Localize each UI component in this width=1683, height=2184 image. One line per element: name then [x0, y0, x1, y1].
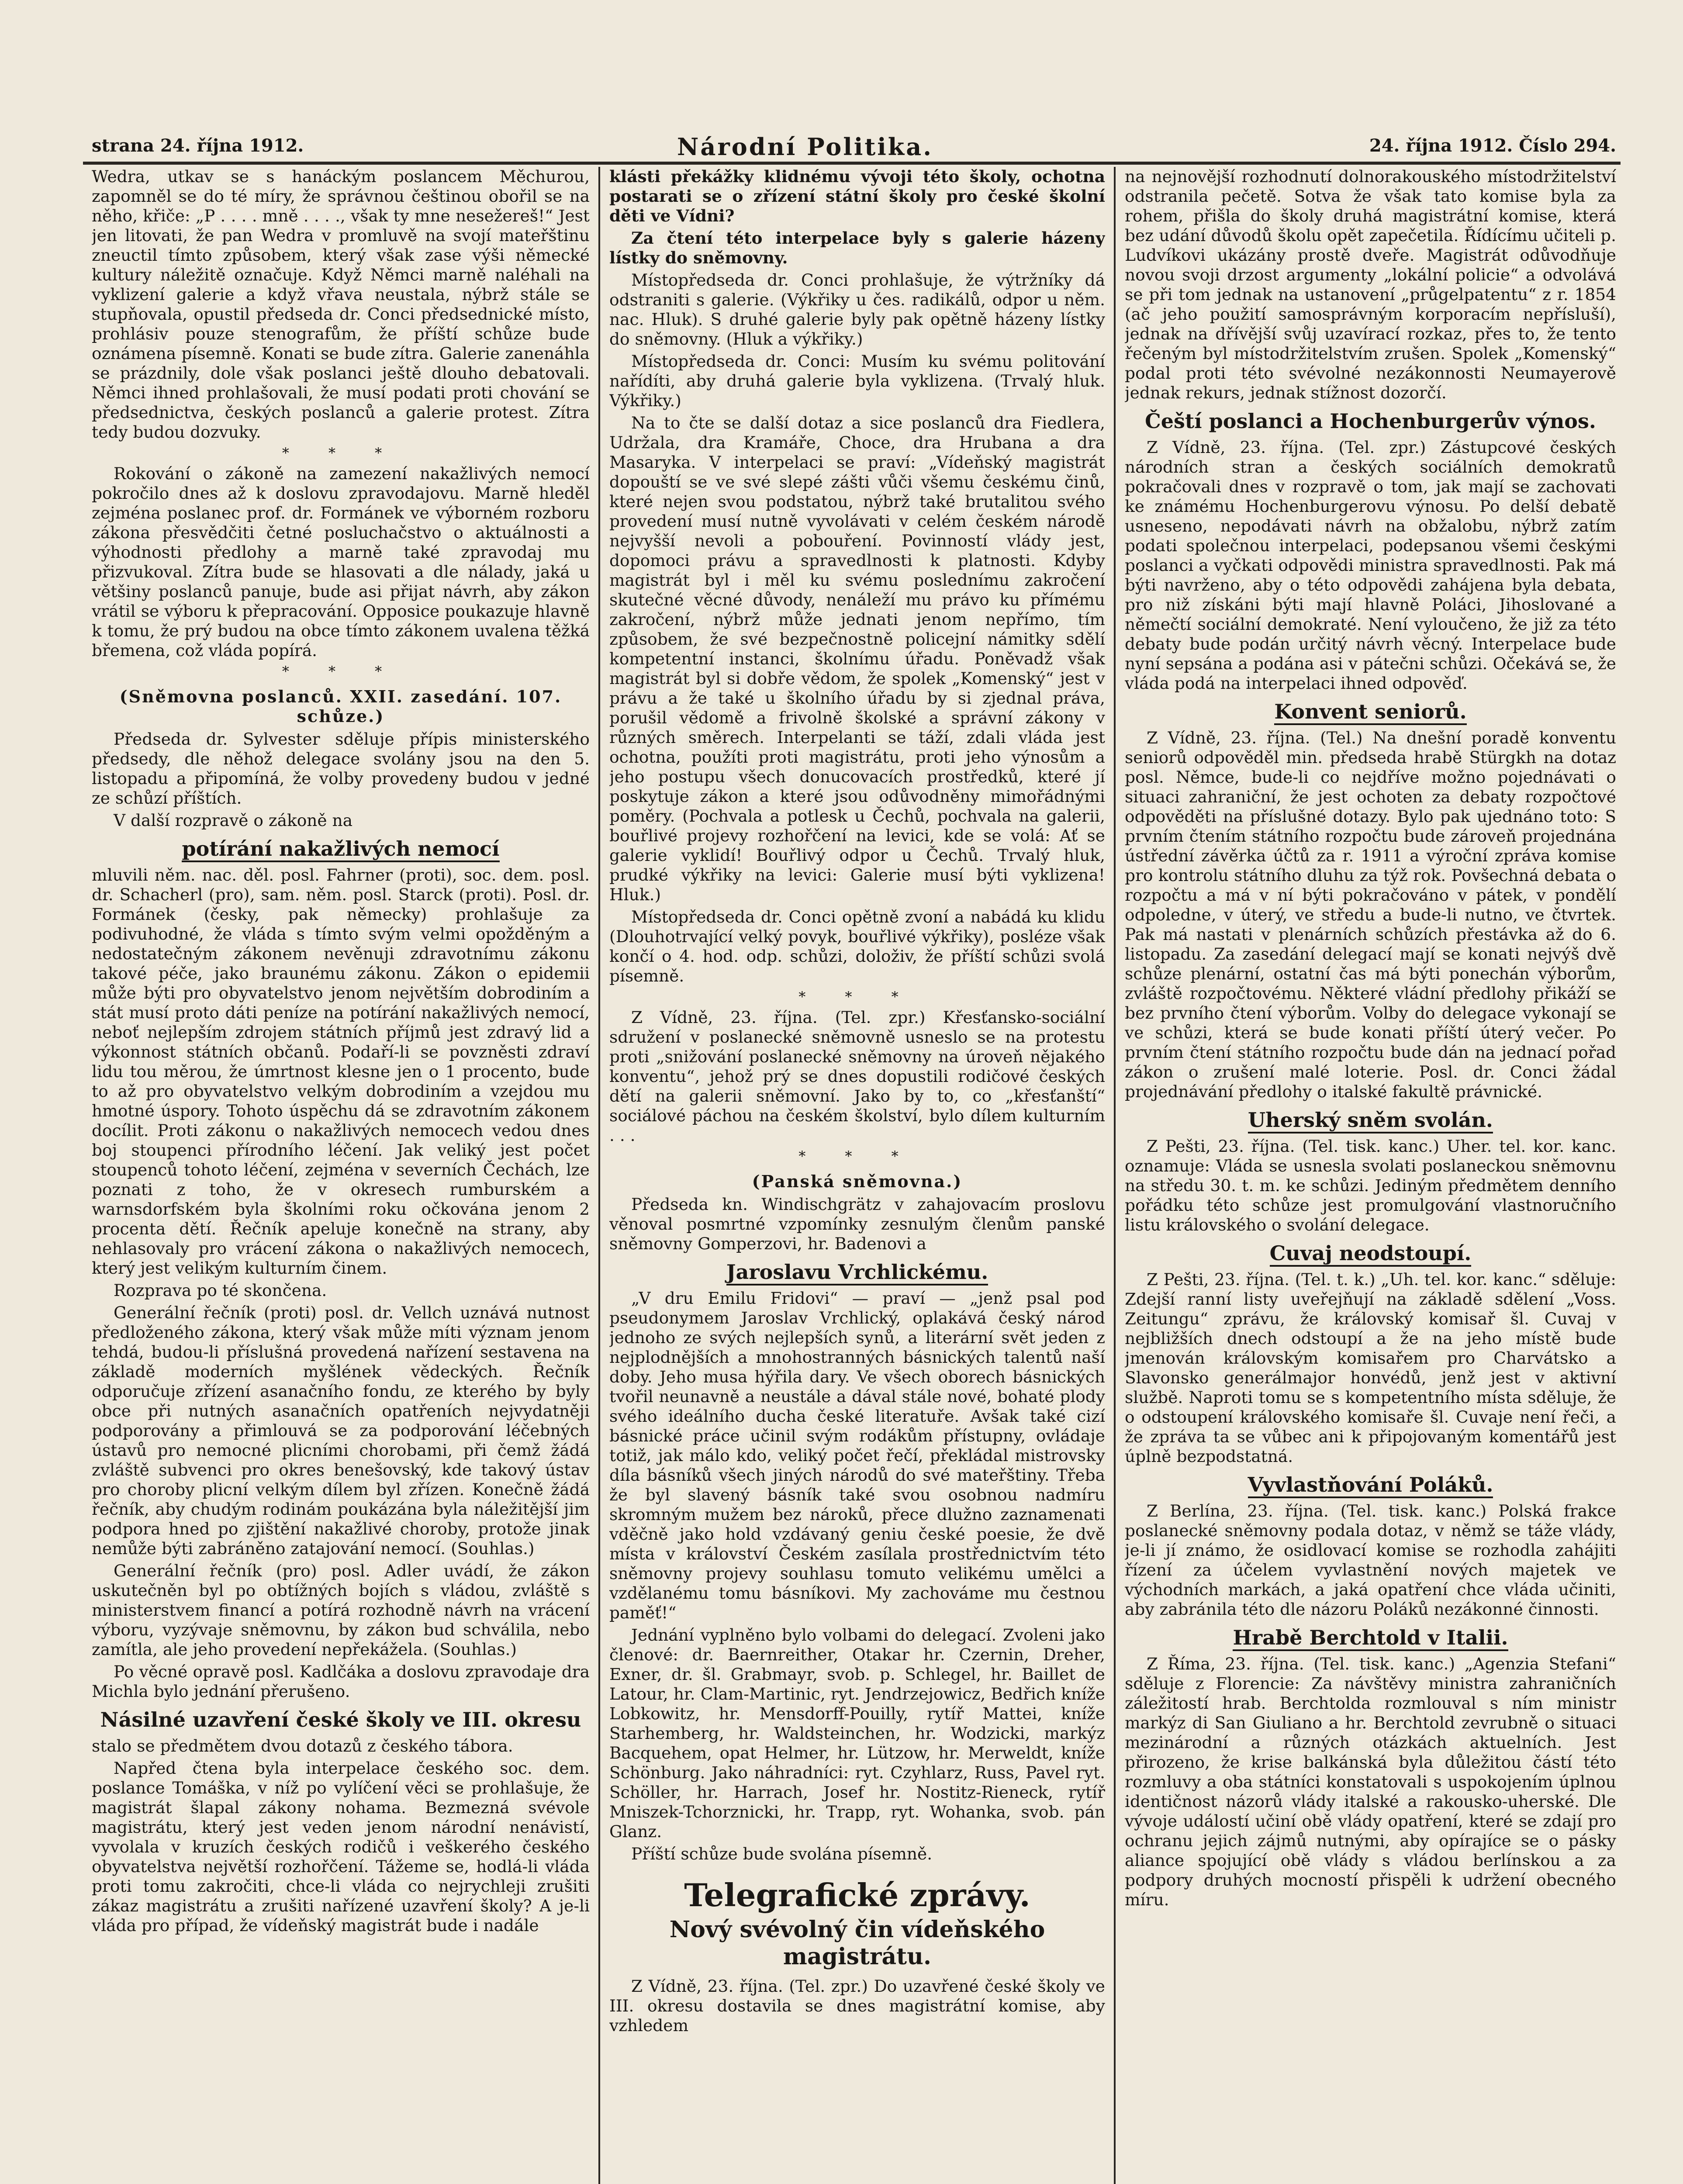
article-heading: Násilné uzavření české školy ve III. okresu: [100, 1708, 581, 1731]
article-paragraph: Z Říma, 23. října. (Tel. tisk. kanc.) „Agenzia Stefani“ sděluje z Florencie: Za návštěvy ministra zahraničních záležitostí hrab. Berchtolda rozmlouval s ním ministr markýz di San Giuliano a hr. Berchtold zevrubně o situaci mezinárodní a různých otázkách aktuelních. Jest přirozeno, že krise balkánská byla důležitou částí této rozmluvy a oba státníci konstatovali s uspokojením úplnou identičnost názorů vlády italské a rakousko-uherské. Dle vývoje událostí učiní obě vlády opatření, které se zdají pro ochranu jejich zájmů nutnými, aby opírajíce se o pásky aliance spojující obě vlády s vládou berlínskou a za podpory druhých mocností přispěli k udržení obecného míru.: [1125, 1654, 1616, 1909]
article-heading: Hrabě Berchtold v Italii.: [1125, 1625, 1616, 1650]
article-heading: Čeští poslanci a Hochenburgerův výnos.: [1145, 409, 1596, 433]
session-heading: (Panská sněmovna.): [752, 1171, 963, 1191]
newspaper-page: [83, 127, 1621, 2184]
article-paragraph: Z Vídně, 23. října. (Tel. zpr.) Křesťansko-sociální sdružení v poslanecké sněmovně usneslo se na protestu proti „snižování poslanecké sněmovny na úroveň nějakého konventu“, jehož prý se dnes dopustili rodičové českých dětí na galerii sněmovní. Jako by to, co „křesťanští“ sociálové páchou na českém školství, bylo dílem kulturním . . .: [609, 1008, 1105, 1145]
article-paragraph: Z Vídně, 23. října. (Tel. zpr.) Zástupcové českých národních stran a českých sociálních demokratů pokračovali dnes v rozpravě o tom, jak mají se zachovati ke známému Hochenburgerovu výnosu. Po delší debatě usneseno, nepodávati návrh na obžalobu, nýbrž zatím podati společnou interpelaci, podepsanou všemi českými poslanci a vyčkati odpovědi ministra spravedlnosti. Pak má býti navrženo, aby o této odpovědi zahájena byla debata, pro niž získáni býti mají hlavně Poláci, Jihoslované a němečtí sociální demokraté. Není vyloučeno, že již za této debaty bude podán určitý návrh věcný. Interpelace bude nyní sepsána a podána asi v pátečni schůzi. Očekává se, že vláda podá na interpelaci ihned odpověď.: [1125, 438, 1616, 693]
article-heading: Konvent seniorů.: [1125, 699, 1616, 724]
article-paragraph: mluvili něm. nac. děl. posl. Fahrner (proti), soc. dem. posl. dr. Schacherl (pro), sam. něm. posl. Starck (proti). Posl. dr. Formánek (česky, pak německy) prohlašuje za podivuhodné, že vláda s tímto svým velmi opožděným a nedostatečným zákonem nevěnuji zdravotnímu zákonu takové péče, jako braunému zákonu. Zákon o epidemii může býti pro obyvatelstvo jenom největším dobrodiním a stát musí proto dáti peníze na potírání nakažlivých nemocí, neboť nejlepším zdrojem státních příjmů jest zdravý lid a výkonnost státních občanů. Podaří-li se povzněsti zdraví lidu tou měrou, že úmrtnost klesne jen o 1 procento, bude to až pro obyvatelstvo velkým dobrodiním a vzejdou mu hmotné úspory. Tohoto úspěchu dá se zdravotním zákonem docílit. Proti zákonu o nakažlivých nemocech vedou dnes boj stoupenci přírodního léčení. Jak veliký jest počet stoupenců tohoto léčení, zejména v severních Čechách, lze poznati z toho, že v okresech rumburském a warnsdorfském byla školními roku očkována jenom 2 procenta dětí. Řečník apeluje konečně na strany, aby nehlasovaly pro vrácení zákona o nakažlivých nemocech, který jest velikým kulturním činem.: [92, 865, 590, 1278]
article-paragraph: Generální řečník (proti) posl. dr. Vellch uznává nutnost předloženého zákona, který však může míti význam jenom tehdá, budou-li příslušná provedená nařízení sestavena na základě moderních myšlének vědeckých. Řečník odporučuje zřízení asanačního fondu, ze kterého by byly obce při nutných asanačních opatřeních nejvydatněji podporovány a přimlouvá se za podporování léčebných ústavů pro nemocné plicními chorobami, při čemž žádá zvláště subvenci pro okres benešovský, kde takový ústav pro choroby plicní velkým dílem byl zřízen. Konečně žádá řečník, aby chudým rodinám poukázána byla náležitější jim podpora hned po zjištění nakažlivé choroby, protože jinak nemůže býti zabráněno zatajování nemocí. (Souhlas.): [92, 1303, 590, 1558]
article-paragraph: stalo se předmětem dvou dotazů z českého tábora.: [92, 1736, 513, 1755]
article-heading: potírání nakažlivých nemocí: [92, 836, 590, 861]
article-paragraph: Rokování o zákoně na zamezení nakažlivých nemocí pokročilo dnes až k doslovu zpravodajovu. Marně hleděl zejména poslanec prof. dr. Formánek ve výborném rozboru zákona přesvědčiti četné posluchačstvo o aktuálnosti a výhodnosti předlohy a marně také zpravodaj mu přizvukoval. Zítra bude se hlasovati a dle nálady, jaká u většiny poslanců panuje, bude asi přijat návrh, aby zákon vrátil se výboru k přepracování. Opposice poukazuje hlavně k tomu, že prý budou na obce tímto zákonem uvalena těžká břemena, což vláda popírá.: [92, 464, 590, 660]
article-heading: Nový svévolný čin vídeňského magistrátu.: [669, 1916, 1045, 1970]
article-paragraph: Rozprava po té skončena.: [114, 1281, 327, 1300]
masthead-title: Národní Politika.: [677, 133, 933, 161]
article-heading: Vyvlastňování Poláků.: [1125, 1472, 1616, 1497]
article-paragraph: klásti překážky klidnému vývoji této školy, ochotna postarati se o zřízení státní školy pro české školní děti ve Vídni?: [609, 167, 1105, 225]
article-paragraph: Z Pešti, 23. října. (Tel. t. k.) „Uh. tel. kor. kanc.“ sděluje: Zdejší ranní listy uveřejňují na základě sdělení „Voss. Zeitungu“ zprávu, že královský komisař šl. Cuvaj v nejbližších dnech odstoupí a že na jeho místě bude jmenován královským komisařem pro Charvátsko a Slavonsko generálmajor honvédů, jenž jest v aktivní službě. Naproti tomu se s kompetentního místa sděluje, že o odstoupení královského komisaře šl. Cuvaje není řeči, a že zpráva ta se vůbec ani k připojovaným komentářů jest úplně bezpodstatná.: [1125, 1270, 1616, 1466]
section-separator: * * *: [282, 445, 400, 461]
article-paragraph: Jednání vyplněno bylo volbami do delegací. Zvoleni jako členové: dr. Baernreither, Otakar hr. Czernin, Dreher, Exner, dr. šl. Grabmayr, svob. p. Schlegel, hr. Baillet de Latour, hr. Clam-Martinic, ryt. Jendrzejowicz, Bedřich kníže Lobkowitz, hr. Mensdorff-Pouilly, rytíř Mattei, kníže Starhemberg, hr. Waldsteinchen, hr. Wodzicki, markýz Bacquehem, opat Helmer, hr. Lützow, hr. Merweldt, kníže Schönburg. Jako náhradníci: ryt. Czyhlarz, Russ, Pavel ryt. Schöller, hr. Harrach, Josef hr. Nostitz-Rieneck, rytíř Mniszek-Tchorznicki, hr. Trapp, ryt. Wohanka, svob. pán Glanz.: [609, 1625, 1105, 1841]
article-paragraph: Z Vídně, 23. října. (Tel.) Na dnešní poradě konventu seniorů odpověděl min. předseda hrabě Stürgkh na dotaz posl. Němce, bude-li co nejdříve možno pojednávati o situaci zahraniční, že jest ochoten za debaty rozpočtové odpověděti na příslušné dotazy. Bylo pak ujednáno toto: S prvním čtením státního rozpočtu bude zároveň projednána ústřední závěrka účtů za r. 1911 a výroční zpráva komise pro kontrolu státního dluhu za týž rok. Povšechná debata o rozpočtu a má v ní býti pokračováno v pátek, v pondělí odpoledne, v úterý, ve středu a bude-li nutno, ve čtvrtek. Pak má nastati v plenárních schůzích přestávka až do 6. listopadu. Za zasedání delegací mají se konati nejvýš dvě schůze plenární, ostatní čas má býti ponechán výborům, zvláště rozpočtovému. Některé vládní předlohy přikáží se bez prvního čtení výborům. Volby do delegace vykonají se ve schůzi, která se bude konati příští úterý večer. Po prvním čtení státního rozpočtu bude dán na jednací pořad zákon o zrušení malé loterie. Posl. dr. Conci žádal projednávání předlohy o italské fakultě právnické.: [1125, 728, 1616, 1101]
article-paragraph: Z Berlína, 23. října. (Tel. tisk. kanc.) Polská frakce poslanecké sněmovny podala dotaz, v němž se táže vlády, je-li jí známo, že osidlovací komise se rozhodla zahájiti řízení za účelem vyvlastnění nových majetek ve východních markách, a jaká opatření chce vláda učiniti, aby zabránila této dle názoru Poláků nezákonné činnosti.: [1125, 1501, 1616, 1619]
column-middle: [609, 167, 1105, 2184]
column-divider: [598, 167, 600, 2184]
article-paragraph: Místopředseda dr. Conci: Musím ku svému politování nařídíti, aby druhá galerie byla vyklizena. (Trvalý hluk. Výkřiky.): [609, 352, 1105, 410]
article-paragraph: Na to čte se další dotaz a sice poslanců dra Fiedlera, Udržala, dra Kramáře, Choce, dra Hrubana a dra Masaryka. V interpelaci se praví: „Vídeňský magistrát dopouští se ve své slepé zášti vůči všemu českému činů, které nejen svou podstatou, nýbrž také brutalitou svého provedení musí nutně vyvolávati v celém českém národě nejvyšší nevoli a pobouření. Povinností vlády jest, dopomoci právu a spravedlnosti k platnosti. Kdyby magistrát byl i měl ku svému poslednímu zakročení skutečné věcné důvody, nenáleží mu právo ku přímému zakročení, nýbrž může jednati jenom nepřímo, tím způsobem, že své bezpečnostně policejní námitky sdělí kompetentní instanci, školnímu úřadu. Poněvadž však magistrát byl si dobře vědom, že spolek „Komenský“ jest v právu a že také u školního úřadu by si zjednal práva, porušil vědomě a frivolně školské a správní zákony v různých směrech. Interpelanti se táží, zdali vláda jest ochotna, použíti proti magistrátu, proti jeho výnosům a jeho postupu všech donucovacích prostředků, které jí poskytuje zákon a které jsou odůvodněny mimořádnými poměry. (Pochvala a potlesk u Čechů, pochvala na galerii, bouřlivé projevy rozhořčení na levici, kde se volá: Ať se galerie vyklidí! Bouřlivý odpor u Čechů. Trvalý hluk, prudké výkřiky na levici: Galerie musí býti vyklizena! Hluk.): [609, 413, 1105, 904]
section-title: Telegrafické zprávy.: [684, 1876, 1030, 1914]
article-paragraph: na nejnovější rozhodnutí dolnorakouského místodržitelství odstranila pečetě. Sotva že však tato komise byla za rohem, přišla do školy druhá magistrátní komise, která bez udání důvodů školu opět zapečetila. Řídícímu učiteli p. Ludvíkovi ukázány prostě dveře. Magistrát odůvodňuje novou svoji drzost argumenty „lokální policie“ a odvolává se při tom jednak na ustanovení „průgelpatentu“ z r. 1854 (ač jeho použití samosprávným korporacím nepřísluší), jednak na dřívější svůj uzavírací rozkaz, přes to, že tento řečeným byl místodržitelstvím zrušen. Spolek „Komenský“ podal proti této svévolné nezákonnosti Neumayerově jednak rekurs, jednak stížnost dozorčí.: [1125, 167, 1616, 402]
article-heading: Cuvaj neodstoupí.: [1125, 1241, 1616, 1265]
article-paragraph: „V dru Emilu Fridovi“ — praví — „jenž psal pod pseudonymem Jaroslav Vrchlický, oplakává český národ jednoho ze svých nejlepších synů, a literární svět jeden z nejplodnějších a mnohostranných básnických talentů naší doby. Jeho musa hýřila dary. Ve všech oborech básnických tvořil neunavně a neustále a dával stále nové, bohaté plody svého ideálního ducha české literatuře. Avšak také cizí básnické práce učinil svým rodákům přístupny, ovládaje totiž, jak málo kdo, veliký počet řečí, překládal mistrovsky díla básníků všech jiných národů do své mateřštiny. Třeba že byl slavený básník také svou osobnou nadmíru skromným mužem bez nároků, přece dlužno zaznamenati vděčně jako hold vzdávaný geniu české poesie, že dvě místa v království Českém zasílala prostřednictvím této sněmovny projevy souhlasu tomuto velikému umělci a vzdělanému tomu básníkovi. My zachováme mu čestnou paměť!“: [609, 1289, 1105, 1622]
header-issue-number: 24. října 1912. Číslo 294.: [1369, 135, 1616, 156]
article-paragraph: Příští schůze bude svolána písemně.: [631, 1844, 933, 1863]
article-paragraph: Napřed čtena byla interpelace českého soc. dem. poslance Tomáška, v níž po vylíčení věci se prohlašuje, že magistrát šlapal zákony nohama. Bezmezná svévole magistrátu, který jest veden jenom národní nenávistí, vyvolala v kruzích českých rodičů i veškerého českého obyvatelstva největší rozhořčení. Tážeme se, hodlá-li vláda proti tomu zakročiti, chce-li vláda co nejrychleji zrušiti zákaz magistrátu a zrušiti nařízené uzavření školy? A je-li vláda pro případ, že vídeňský magistrát bude i nadále: [92, 1759, 590, 1935]
article-paragraph: Za čtení této interpelace byly s galerie házeny lístky do sněmovny.: [609, 228, 1105, 267]
header-page-date: strana 24. října 1912.: [92, 135, 304, 156]
article-heading: Jaroslavu Vrchlickému.: [609, 1260, 1105, 1284]
article-paragraph: Místopředseda dr. Conci prohlašuje, že výtržníky dá odstraniti s galerie. (Výkřiky u čes. radikálů, odpor u něm. nac. Hluk). S druhé galerie byly pak opětně házeny lístky do sněmovny. (Hluk a výkřiky.): [609, 270, 1105, 349]
session-heading: (Sněmovna poslanců. XXII. zasedání. 107. schůze.): [119, 687, 562, 726]
article-paragraph: Předseda kn. Windischgrätz v zahajovacím proslovu věnoval posmrtné vzpomínky zesnulým členům panské sněmovny Gomperzovi, hr. Badenovi a: [609, 1195, 1105, 1253]
article-paragraph: V další rozpravě o zákoně na: [114, 811, 353, 830]
article-paragraph: Předseda dr. Sylvester sděluje přípis ministerského předsedy, dle něhož delegace svolány jsou na den 5. listopadu a připomíná, že volby provedeny budou v jedné ze schůzí příštích.: [92, 729, 590, 808]
article-paragraph: Generální řečník (pro) posl. Adler uvádí, že zákon uskutečněn byl po obtížných bojích s vládou, zvláště s ministerstvem financí a potírá rozhodně návrh na vrácení výboru, vyzývaje sněmovnu, by zákon bud schválila, nebo zamítla, ale jeho provedení nepřekážela. (Souhlas.): [92, 1561, 590, 1659]
column-right: [1125, 167, 1616, 2184]
column-left: [92, 167, 590, 2184]
column-divider: [1114, 167, 1116, 2184]
section-separator: * * *: [798, 988, 916, 1005]
article-paragraph: Wedra, utkav se s hanáckým poslancem Měchurou, zapomněl se do té míry, že správnou češtinou obořil se na něho, křiče: „P . . . . mně . . . ., však ty mne nesežereš!“ Jest jen litovati, že pan Wedra v promluvě na svojí mateřštinu zneuctil tímto způsobem, který však zase výši německé kultury náležitě označuje. Když Němci marně naléhali na vyklizení galerie a když vřava neustala, nýbrž stále se stupňovala, opustil předseda dr. Conci předsednické místo, prohlásiv pouze stenografům, že příští schůze bude oznámena písemně. Konati se bude zítra. Galerie zanenáhla se prázdnily, dole však poslanci ještě dlouho debatovali. Němci ihned prohlašovali, že musí podati proti chování se předsednictva, českých poslanců a galerie protest. Zítra tedy budou dozvuky.: [92, 167, 590, 442]
section-separator: * * *: [282, 663, 400, 680]
article-paragraph: Z Vídně, 23. října. (Tel. zpr.) Do uzavřené české školy ve III. okresu dostavila se dnes magistrátní komise, aby vzhledem: [609, 1977, 1105, 2035]
article-heading: Uherský sněm svolán.: [1125, 1108, 1616, 1132]
article-paragraph: Místopředseda dr. Conci opětně zvoní a nabádá ku klidu (Dlouhotrvající velký povyk, bouřlivé výkřiky), posléze však končí o 4. hod. odp. schůzi, doloživ, že příští schůzi svolá písemně.: [609, 907, 1105, 985]
article-paragraph: Z Pešti, 23. října. (Tel. tisk. kanc.) Uher. tel. kor. kanc. oznamuje: Vláda se usnesla svolati poslaneckou sněmovnu na středu 30. t. m. ke schůzi. Jediným předmětem denního pořádku této schůze jest promulgování vlastnoručního listu královského o svolání delegace.: [1125, 1137, 1616, 1234]
article-paragraph: Po věcné opravě posl. Kadlčáka a doslovu zpravodaje dra Michla bylo jednání přerušeno.: [92, 1662, 590, 1701]
page-header: [83, 127, 1621, 165]
section-separator: * * *: [798, 1148, 916, 1165]
